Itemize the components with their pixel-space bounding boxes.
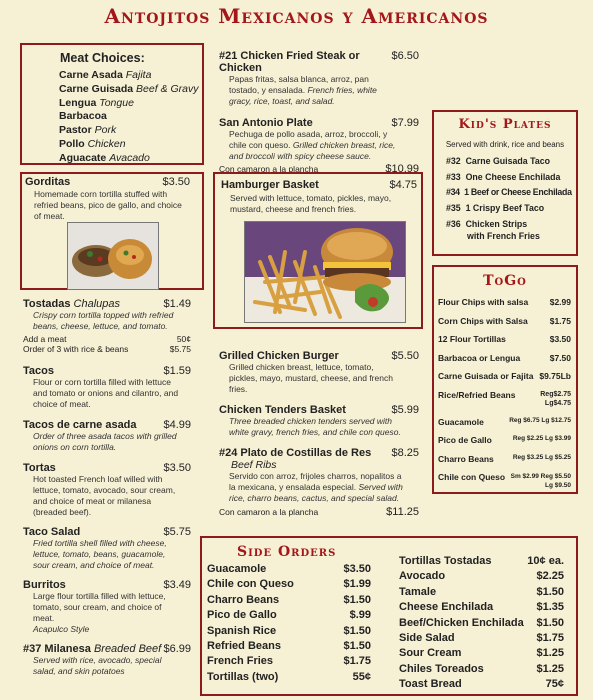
kids-item-number: #35 bbox=[446, 202, 461, 213]
togo-item-price: Reg $6.75 Lg $12.75 bbox=[509, 416, 571, 424]
side-item-name: Tortillas Tostadas bbox=[399, 555, 492, 567]
kids-list bbox=[446, 154, 572, 243]
side-list-left bbox=[207, 562, 371, 685]
tacos-name: Tacos bbox=[23, 365, 54, 377]
taco-salad-price: $5.75 bbox=[163, 526, 191, 538]
side-item-price: $3.50 bbox=[343, 563, 371, 575]
side-item-price: $.99 bbox=[349, 609, 371, 622]
side-item bbox=[207, 608, 371, 623]
meat-item bbox=[59, 83, 199, 97]
meat-item bbox=[59, 152, 199, 166]
side-item-name: Chiles Toreados bbox=[399, 662, 484, 675]
burritos-desc: Large flour tortilla filled with lettuce, tomato, sour cream, and choice of meat. bbox=[33, 591, 166, 623]
side-item-name: Refried Beans bbox=[207, 640, 281, 653]
togo-item-price: $9.75Lb bbox=[539, 371, 571, 381]
side-title: Side Orders bbox=[237, 544, 337, 560]
burritos-name: Burritos bbox=[23, 579, 66, 591]
meat-translation: Chicken bbox=[87, 137, 126, 150]
milanesa-translation: Breaded Beef bbox=[93, 643, 162, 655]
kids-item-name: 1 Beef or Cheese Enchilada bbox=[464, 187, 572, 197]
side-item-price: $1.25 bbox=[536, 662, 564, 675]
meat-list bbox=[59, 69, 199, 166]
tacos-asada-desc: Order of three asada tacos with grilled onions on corn tortilla. bbox=[33, 431, 177, 452]
togo-item-price: $1.75 bbox=[549, 315, 571, 326]
side-item-name: Side Salad bbox=[399, 632, 455, 645]
side-item bbox=[207, 639, 371, 654]
side-item-name: Beef/Chicken Enchilada bbox=[399, 616, 524, 629]
menu-title: Antojitos Mexicanos y Americanos bbox=[104, 4, 489, 28]
grilled-chicken-price: $5.50 bbox=[391, 350, 419, 362]
togo-item bbox=[438, 390, 571, 408]
side-list-right bbox=[399, 554, 564, 693]
meat-translation: Avacado bbox=[109, 151, 150, 164]
togo-item-price: $3.50 bbox=[549, 334, 571, 344]
meat-name: Aguacate bbox=[59, 151, 107, 164]
tortas-price: $3.50 bbox=[163, 462, 191, 474]
togo-item-name: 12 Flour Tortillas bbox=[438, 334, 506, 344]
gorditas-photo bbox=[67, 222, 159, 290]
side-item-name: Pico de Gallo bbox=[207, 609, 277, 622]
meat-item bbox=[59, 69, 199, 83]
side-item bbox=[399, 616, 564, 631]
costillas-translation: Beef Ribs bbox=[231, 459, 277, 471]
togo-item bbox=[438, 454, 571, 464]
side-orders-box bbox=[200, 536, 578, 696]
side-item bbox=[399, 554, 564, 569]
tacos-price: $1.59 bbox=[163, 365, 191, 377]
side-item-price: $1.50 bbox=[343, 593, 371, 606]
meat-name: Barbacoa bbox=[59, 110, 107, 123]
side-item-price: 55¢ bbox=[352, 670, 371, 683]
side-item-name: Tamale bbox=[399, 585, 437, 598]
side-item-price: $1.99 bbox=[343, 578, 371, 591]
kids-item-number: #34 bbox=[446, 187, 460, 197]
gorditas-price: $3.50 bbox=[162, 176, 190, 188]
taco-salad-desc: Fried tortilla shell filled with cheese, lettuce, tomato, beans, guacamole, sour cream, and choice of meat. bbox=[33, 538, 167, 570]
sa-plate-desc: Pechuga de pollo asada, arroz, broccoli, y chile con queso. bbox=[229, 129, 388, 150]
milanesa-desc: Served with rice, avocado, special salad, and skin potatoes bbox=[33, 655, 162, 676]
kids-item-number: #36 bbox=[446, 219, 461, 229]
kids-item bbox=[446, 201, 572, 217]
kids-item-name: One Cheese Enchilada bbox=[465, 171, 561, 182]
side-item bbox=[399, 585, 564, 600]
side-item-name: Charro Beans bbox=[207, 593, 280, 606]
togo-item-price: Sm $2.99 Reg $5.50 bbox=[510, 473, 571, 480]
togo-item-name: Corn Chips with Salsa bbox=[438, 315, 528, 326]
kids-item-name: Carne Guisada Taco bbox=[465, 156, 550, 166]
costillas-extra-price: $11.25 bbox=[386, 506, 419, 518]
gorditas-desc: Homemade corn tortilla stuffed with refried beans, pico de gallo, and choice of meat. bbox=[34, 189, 182, 221]
togo-item-price-large: Lg$4.75 bbox=[544, 399, 571, 407]
hamburger-desc: Served with lettuce, tomato, pickles, mayo, mustard, cheese and french fries. bbox=[230, 193, 392, 214]
togo-item-name: Flour Chips with salsa bbox=[438, 297, 529, 307]
gorditas-name: Gorditas bbox=[25, 176, 71, 188]
sa-plate-extra: Con camaron a la plancha bbox=[219, 164, 319, 174]
milanesa-price: $6.99 bbox=[163, 643, 191, 655]
kids-item-number: #33 bbox=[446, 171, 461, 182]
togo-item bbox=[438, 353, 571, 363]
meat-item bbox=[59, 97, 199, 111]
side-item-price: $1.50 bbox=[536, 585, 564, 598]
side-item-name: Spanish Rice bbox=[207, 624, 277, 637]
togo-item-name: Carne Guisada or Fajita bbox=[438, 371, 534, 381]
togo-item bbox=[438, 417, 571, 427]
meat-item bbox=[59, 124, 199, 138]
side-item-price: $1.50 bbox=[343, 640, 371, 653]
side-item-name: Tortillas (two) bbox=[207, 670, 279, 683]
hamburger-box bbox=[213, 172, 423, 329]
costillas-desc-en: Served with rice, charro beans, cactus, and special salad. bbox=[229, 482, 403, 503]
sa-plate-price: $7.99 bbox=[391, 117, 419, 129]
costillas-desc: Servido con arroz, frijoles charros, nopalitos a la mexicana, y ensalada especial. bbox=[229, 471, 402, 492]
kids-item-name: 1 Crispy Beef Taco bbox=[465, 202, 545, 213]
meat-choices-title: Meat Choices: bbox=[60, 51, 145, 65]
side-item-price: $2.25 bbox=[536, 570, 564, 583]
tortas-name: Tortas bbox=[23, 462, 56, 474]
meat-translation: Pork bbox=[94, 124, 117, 137]
gorditas-box bbox=[20, 172, 204, 290]
togo-title: ToGo bbox=[483, 273, 527, 289]
sa-plate-extra-price: $10.99 bbox=[385, 163, 419, 175]
side-item-name: Guacamole bbox=[207, 563, 267, 575]
side-item-name: Sour Cream bbox=[399, 647, 462, 660]
burritos-price: $3.49 bbox=[163, 579, 191, 591]
kids-item bbox=[446, 185, 572, 201]
tostadas-desc: Crispy corn tortilla topped with refried beans, cheese, lettuce, and tomato. bbox=[33, 310, 174, 331]
togo-item bbox=[438, 472, 571, 490]
meat-choices-box bbox=[20, 43, 204, 165]
grilled-chicken-name: Grilled Chicken Burger bbox=[219, 350, 339, 362]
sa-plate-desc-en: Grilled chicken breast, rice, and broccoli with spicy cheese sauce. bbox=[229, 140, 396, 161]
side-item bbox=[399, 677, 564, 692]
side-item-name: Avocado bbox=[399, 570, 446, 583]
meat-name: Pollo bbox=[59, 137, 85, 150]
side-item bbox=[207, 593, 371, 608]
hamburger-price: $4.75 bbox=[389, 179, 417, 191]
side-item-price: 75¢ bbox=[545, 678, 564, 691]
side-item-price: $1.35 bbox=[536, 601, 564, 614]
tenders-price: $5.99 bbox=[391, 404, 419, 416]
side-item-name: Toast Bread bbox=[399, 678, 462, 691]
side-item bbox=[207, 654, 371, 669]
tostadas-order3: Order of 3 with rice & beans bbox=[23, 344, 129, 354]
togo-item-price: $2.99 bbox=[549, 297, 571, 307]
meat-name: Carne Asada bbox=[59, 69, 123, 81]
side-item-price: $1.50 bbox=[536, 616, 564, 629]
togo-item-name: Charro Beans bbox=[438, 453, 494, 464]
left-column bbox=[23, 298, 191, 677]
tacos-asada-price: $4.99 bbox=[163, 419, 191, 431]
hamburger-photo bbox=[244, 221, 406, 323]
togo-item bbox=[438, 316, 571, 326]
kids-subtitle: Served with drink, rice and beans bbox=[445, 140, 565, 149]
side-item bbox=[399, 569, 564, 584]
side-item bbox=[399, 646, 564, 661]
tostadas-name: Tostadas bbox=[23, 298, 71, 310]
meat-item bbox=[59, 138, 199, 152]
kids-item-name: Chicken Strips bbox=[465, 219, 528, 229]
kids-plates-box bbox=[432, 110, 578, 256]
kids-item-continued: with French Fries bbox=[467, 231, 540, 241]
kids-item-number: #32 bbox=[446, 156, 461, 166]
kids-title: Kid's Plates bbox=[458, 117, 552, 132]
togo-item bbox=[438, 297, 571, 307]
side-item-name: Cheese Enchilada bbox=[399, 601, 494, 614]
milanesa-name: #37 Milanesa bbox=[23, 643, 91, 655]
side-item-name: Chile con Queso bbox=[207, 578, 294, 591]
side-item-price: 10¢ ea. bbox=[527, 555, 564, 567]
taco-salad-name: Taco Salad bbox=[23, 526, 81, 538]
tostadas-add-meat-price: 50¢ bbox=[176, 334, 191, 344]
togo-item-price: Reg$2.75 bbox=[540, 390, 571, 398]
side-item bbox=[207, 624, 371, 639]
togo-item-name: Chile con Queso bbox=[438, 472, 506, 482]
hamburger-name: Hamburger Basket bbox=[221, 179, 319, 191]
side-item-price: $1.75 bbox=[343, 655, 371, 668]
side-item bbox=[207, 562, 371, 577]
meat-translation: Tongue bbox=[99, 96, 134, 109]
middle-column-bottom bbox=[219, 350, 419, 518]
kids-item bbox=[446, 170, 572, 186]
tostadas-translation: Chalupas bbox=[73, 298, 121, 310]
tenders-desc: Three breaded chicken tenders served with white gravy, french fries, and chile con queso. bbox=[229, 416, 401, 437]
meat-translation: Beef & Gravy bbox=[136, 82, 199, 95]
side-item-price: $1.25 bbox=[536, 647, 564, 660]
costillas-extra: Con camaron a la plancha bbox=[219, 507, 319, 517]
togo-list bbox=[438, 297, 571, 490]
side-item-price: $1.75 bbox=[536, 632, 564, 645]
meat-item bbox=[59, 110, 199, 124]
sa-plate-name: San Antonio Plate bbox=[219, 117, 313, 129]
side-item-price: $1.50 bbox=[343, 624, 371, 637]
grilled-chicken-desc: Grilled chicken breast, lettuce, tomato, pickles, mayo, mustard, cheese, and french fries. bbox=[229, 362, 393, 394]
costillas-name: #24 Plato de Costillas de Res bbox=[219, 447, 372, 459]
tenders-name: Chicken Tenders Basket bbox=[219, 404, 346, 416]
side-item bbox=[399, 631, 564, 646]
tacos-asada-name: Tacos de carne asada bbox=[23, 419, 137, 431]
togo-item-name: Rice/Refried Beans bbox=[438, 389, 516, 400]
side-item bbox=[399, 600, 564, 615]
chicken-fried-name: #21 Chicken Fried Steak or Chicken bbox=[219, 50, 360, 74]
togo-item-price: $7.50 bbox=[549, 352, 571, 363]
side-item bbox=[207, 577, 371, 592]
togo-item-price-large: Lg $9.50 bbox=[544, 482, 571, 489]
kids-item bbox=[446, 219, 572, 230]
meat-name: Lengua bbox=[59, 96, 97, 109]
side-item-name: French Fries bbox=[207, 655, 274, 668]
side-item bbox=[399, 662, 564, 677]
tostadas-order3-price: $5.75 bbox=[169, 344, 191, 354]
meat-name: Carne Guisada bbox=[59, 82, 134, 95]
togo-item-name: Barbacoa or Lengua bbox=[438, 352, 521, 363]
burritos-style: Acapulco Style bbox=[33, 624, 90, 634]
togo-item bbox=[438, 435, 571, 445]
togo-item-price: Reg $3.25 Lg $5.25 bbox=[512, 453, 571, 461]
chicken-fried-desc-en: French fries, white gracy, rice, toast, and salad. bbox=[229, 85, 377, 106]
tacos-desc: Flour or corn tortilla filled with lettuce and tomato or onions and cilantro, and choice of meat. bbox=[33, 377, 179, 409]
togo-item-price: Reg $2.25 Lg $3.99 bbox=[512, 435, 571, 442]
meat-translation: Fajita bbox=[125, 69, 152, 81]
meat-name: Pastor bbox=[59, 124, 92, 137]
middle-column-top bbox=[219, 50, 419, 175]
togo-item bbox=[438, 334, 571, 344]
togo-item bbox=[438, 371, 571, 381]
side-item bbox=[207, 670, 371, 685]
chicken-fried-desc: Papas fritas, salsa blanca, arroz, pan tostado, y ensalada. bbox=[229, 74, 369, 95]
tostadas-add-meat: Add a meat bbox=[23, 334, 67, 344]
tortas-desc: Hot toasted French loaf willed with lettuce, tomato, avocado, sour cream, and choice of meat or milanesa (breaded beef). bbox=[33, 474, 176, 517]
costillas-price: $8.25 bbox=[391, 447, 419, 459]
kids-item bbox=[446, 154, 572, 170]
chicken-fried-price: $6.50 bbox=[391, 50, 419, 62]
togo-box bbox=[432, 265, 578, 494]
togo-item-name: Guacamole bbox=[438, 416, 484, 427]
tostadas-price: $1.49 bbox=[163, 298, 191, 310]
togo-item-name: Pico de Gallo bbox=[438, 435, 492, 445]
